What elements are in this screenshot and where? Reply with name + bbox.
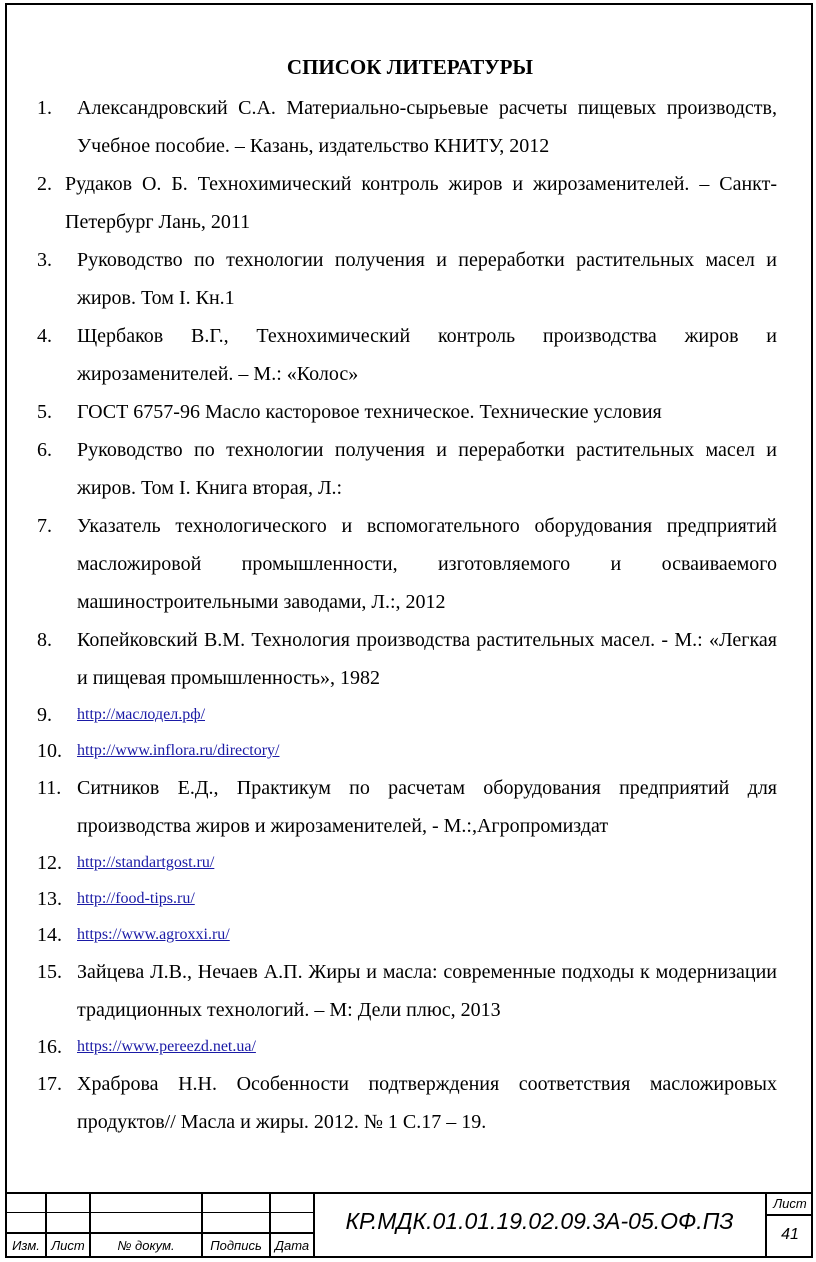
- reference-number: 6.: [37, 439, 52, 461]
- reference-text: Щербаков В.Г., Технохимический контроль производства жиров и жирозаменителей. – М.: «Колос»: [77, 325, 777, 385]
- reference-link[interactable]: http://standartgost.ru/: [77, 854, 215, 871]
- reference-8: [37, 621, 777, 697]
- reference-text: Рудаков О. Б. Технохимический контроль жиров и жирозаменителей. – Санкт-Петербург Лань, 2011: [65, 173, 777, 233]
- col-list-label: Лист: [51, 1238, 85, 1253]
- reference-13: [37, 881, 777, 917]
- reference-15: [37, 953, 777, 1029]
- reference-text: Ситников Е.Д., Практикум по расчетам оборудования предприятий для производства жиров и жирозаменителей, - М.:,Агропромиздат: [77, 777, 777, 837]
- reference-number: 17.: [37, 1073, 62, 1095]
- reference-3: [37, 241, 777, 317]
- reference-17: [37, 1065, 777, 1141]
- col-doc-label: № докум.: [117, 1238, 175, 1253]
- stamp-top-border: [5, 1192, 813, 1194]
- reference-number: 13.: [37, 888, 62, 910]
- reference-text: Храброва Н.Н. Особенности подтверждения соответствия масложировых продуктов// Масла и жиры. 2012. № 1 С.17 – 19.: [77, 1073, 777, 1133]
- reference-number: 11.: [37, 777, 62, 799]
- reference-number: 1.: [37, 97, 52, 119]
- reference-text: ГОСТ 6757-96 Масло касторовое техническое. Технические условия: [77, 401, 662, 423]
- reference-text: Указатель технологического и вспомогательного оборудования предприятий масложировой промышленности, изготовляемого и осваиваемого машиностроительными заводами, Л.:, 2012: [77, 515, 777, 613]
- stamp-sheet-divider: [765, 1214, 813, 1216]
- col-sign-label: Подпись: [210, 1238, 262, 1253]
- sheet-number: 41: [781, 1226, 799, 1243]
- reference-number: 2.: [37, 173, 52, 195]
- reference-link[interactable]: https://www.agroxxi.ru/: [77, 926, 230, 943]
- stamp-col-line: [313, 1192, 315, 1258]
- reference-text: Руководство по технологии получения и переработки растительных масел и жиров. Том I. Кн.1: [77, 249, 777, 309]
- reference-link[interactable]: http://www.inflora.ru/directory/: [77, 742, 280, 759]
- reference-number: 3.: [37, 249, 52, 271]
- reference-11: [37, 769, 777, 845]
- reference-16: [37, 1029, 777, 1065]
- reference-number: 9.: [37, 704, 52, 726]
- reference-4: [37, 317, 777, 393]
- reference-number: 12.: [37, 852, 62, 874]
- reference-number: 16.: [37, 1036, 62, 1058]
- reference-text: Руководство по технологии получения и переработки растительных масел и жиров. Том I. Книга вторая, Л.:: [77, 439, 777, 499]
- reference-6: [37, 431, 777, 507]
- page-title: СПИСОК ЛИТЕРАТУРЫ: [286, 55, 534, 79]
- reference-number: 15.: [37, 961, 62, 983]
- bibliography-list: [37, 89, 777, 1141]
- reference-number: 5.: [37, 401, 52, 423]
- reference-12: [37, 845, 777, 881]
- reference-link[interactable]: http://маслодел.рф/: [77, 706, 206, 723]
- document-page: [5, 3, 813, 1258]
- document-code: КР.МДК.01.01.19.02.09.3А-05.ОФ.ПЗ: [345, 1208, 734, 1234]
- reference-1: [37, 89, 777, 165]
- col-date-label: Дата: [274, 1238, 310, 1253]
- title-block: [5, 1192, 813, 1258]
- reference-number: 7.: [37, 515, 52, 537]
- reference-7: [37, 507, 777, 621]
- reference-link[interactable]: https://www.pereezd.net.ua/: [77, 1038, 256, 1055]
- reference-10: [37, 733, 777, 769]
- reference-14: [37, 917, 777, 953]
- sheet-label: Лист: [773, 1196, 807, 1211]
- reference-number: 4.: [37, 325, 52, 347]
- reference-link[interactable]: http://food-tips.ru/: [77, 890, 195, 907]
- reference-number: 14.: [37, 924, 62, 946]
- reference-2: [37, 165, 777, 241]
- reference-text: Зайцева Л.В., Нечаев А.П. Жиры и масла: современные подходы к модернизации традиционных технологий. – М: Дели плюс, 2013: [77, 961, 777, 1021]
- reference-number: 8.: [37, 629, 52, 651]
- reference-text: Александровский С.А. Материально-сырьевые расчеты пищевых производств, Учебное пособие. – Казань, издательство КНИТУ, 2012: [77, 97, 777, 157]
- reference-number: 10.: [37, 740, 62, 762]
- reference-9: [37, 697, 777, 733]
- reference-5: [37, 393, 777, 431]
- col-izm-label: Изм.: [12, 1238, 40, 1253]
- reference-text: Копейковский В.М. Технология производства растительных масел. - М.: «Легкая и пищевая промышленность», 1982: [77, 629, 777, 689]
- stamp-bottom-border: [5, 1256, 813, 1258]
